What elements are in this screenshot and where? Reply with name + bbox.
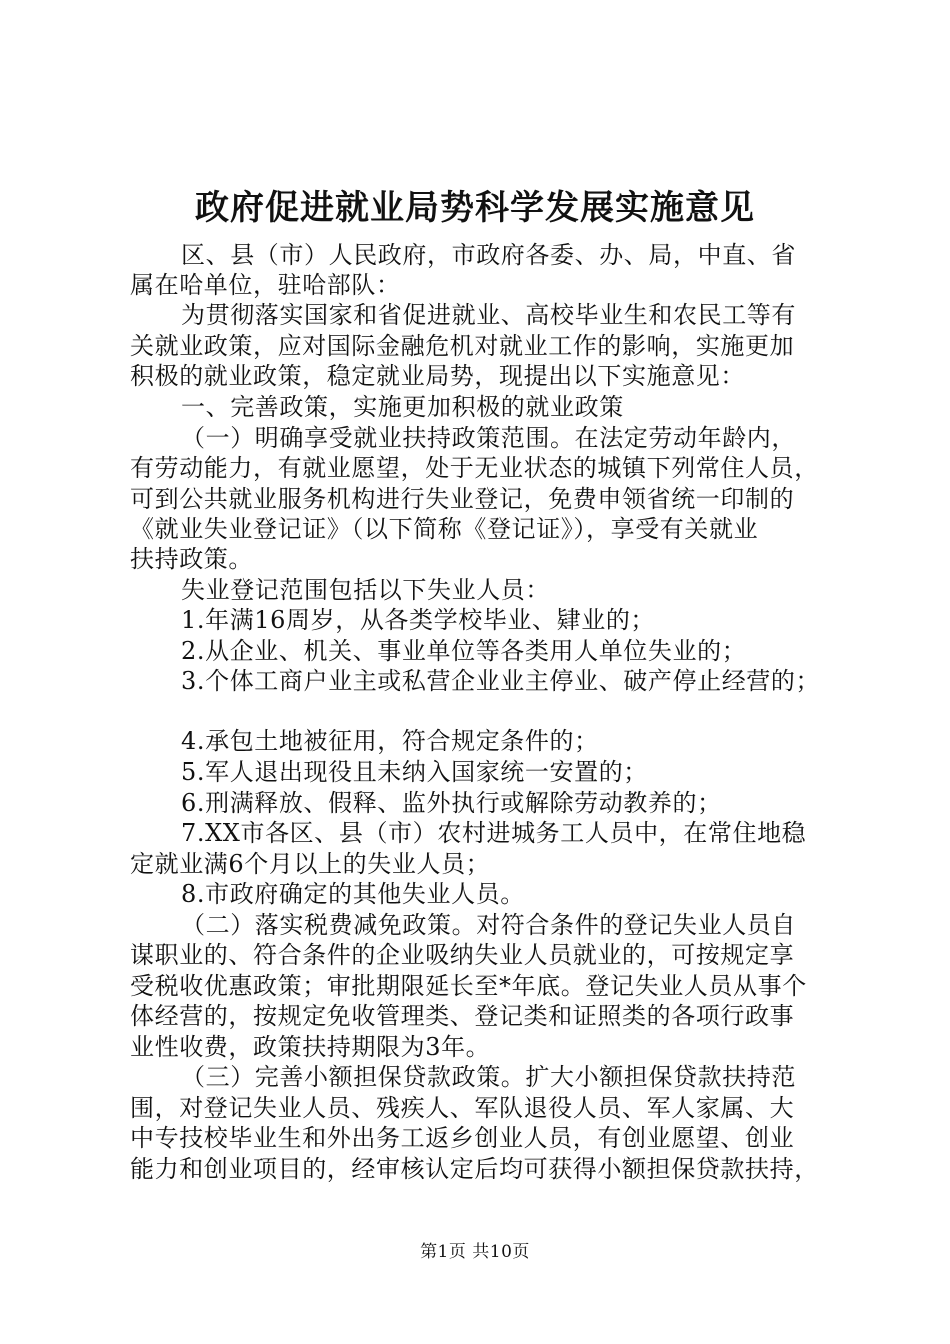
list-item: 6.刑满释放、假释、监外执行或解除劳动教养的； — [181, 789, 722, 817]
list-item: 4.承包土地被征用，符合规定条件的； — [181, 727, 599, 755]
body-line: 关就业政策，应对国际金融危机对就业工作的影响，实施更加 — [130, 332, 795, 360]
body-line: 谋职业的、符合条件的企业吸纳失业人员就业的，可按规定享 — [130, 941, 795, 969]
list-item: 3.个体工商户业主或私营企业业主停业、破产停止经营的； — [181, 667, 821, 695]
body-line: 能力和创业项目的，经审核认定后均可获得小额担保贷款扶持， — [130, 1155, 819, 1183]
body-line: （三）完善小额担保贷款政策。扩大小额担保贷款扶持范 — [181, 1063, 796, 1091]
body-line: 中专技校毕业生和外出务工返乡创业人员，有创业愿望、创业 — [130, 1124, 795, 1152]
body-line: 体经营的，按规定免收管理类、登记类和证照类的各项行政事 — [130, 1002, 795, 1030]
list-item: 7.XX市各区、县（市）农村进城务工人员中，在常住地稳 — [181, 819, 807, 847]
body-line: 《就业失业登记证》（以下简称《登记证》），享受有关就业 — [130, 515, 759, 543]
list-item: 2.从企业、机关、事业单位等各类用人单位失业的； — [181, 637, 747, 665]
list-item: 定就业满6个月以上的失业人员； — [130, 850, 491, 878]
list-item: 8.市政府确定的其他失业人员。 — [181, 880, 525, 908]
body-line: （一）明确享受就业扶持政策范围。在法定劳动年龄内， — [181, 424, 796, 452]
section-heading: 一、完善政策，实施更加积极的就业政策 — [181, 393, 624, 421]
body-line: 有劳动能力，有就业愿望，处于无业状态的城镇下列常住人员， — [130, 454, 819, 482]
list-item: 1.年满16周岁，从各类学校毕业、肄业的； — [181, 606, 656, 634]
body-line: 受税收优惠政策；审批期限延长至*年底。登记失业人员从事个 — [130, 972, 807, 1000]
body-line: 围，对登记失业人员、残疾人、军队退役人员、军人家属、大 — [130, 1094, 795, 1122]
body-line: 业性收费，政策扶持期限为3年。 — [130, 1033, 491, 1061]
body-line: 积极的就业政策，稳定就业局势，现提出以下实施意见： — [130, 362, 745, 390]
body-line: 为贯彻落实国家和省促进就业、高校毕业生和农民工等有 — [181, 301, 796, 329]
body-line: （二）落实税费减免政策。对符合条件的登记失业人员自 — [181, 911, 796, 939]
document-title: 政府促进就业局势科学发展实施意见 — [195, 188, 755, 228]
body-line: 失业登记范围包括以下失业人员： — [181, 576, 550, 604]
body-line: 区、县（市）人民政府，市政府各委、办、局，中直、省 — [181, 241, 796, 269]
page-number: 第1页 共10页 — [420, 1242, 530, 1262]
list-item: 5.军人退出现役且未纳入国家统一安置的； — [181, 758, 648, 786]
body-line: 属在哈单位，驻哈部队： — [130, 271, 401, 299]
body-line: 扶持政策。 — [130, 545, 253, 573]
body-line: 可到公共就业服务机构进行失业登记，免费申领省统一印制的 — [130, 485, 795, 513]
